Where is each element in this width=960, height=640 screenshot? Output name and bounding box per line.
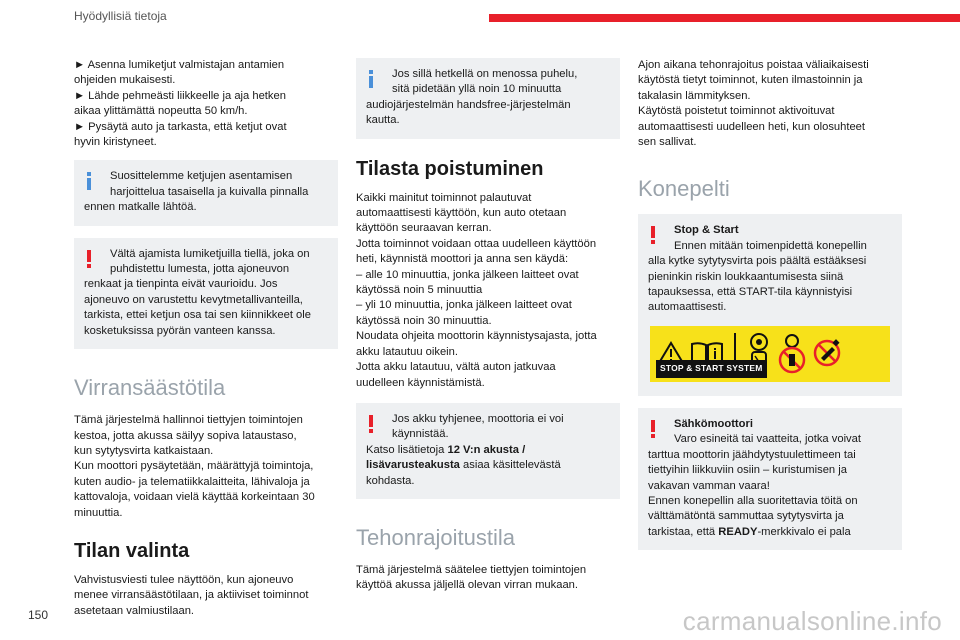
text-line: Jotta akku latautuu, vältä auton jatkuvaa xyxy=(356,361,556,374)
watermark: carmanualsonline.info xyxy=(682,606,942,636)
info-icon xyxy=(364,70,378,92)
warning-icon xyxy=(364,415,378,437)
section-heading-power-limit: Tehonrajoitustila xyxy=(356,524,515,550)
text-line: harjoittelua tasaisella ja kuivalla pinnalla xyxy=(110,185,309,198)
text-line: Kaikki mainitut toiminnot palautuvat xyxy=(356,191,532,204)
text-line: ► Asenna lumiketjut valmistajan antamien xyxy=(74,59,285,71)
text-line xyxy=(366,458,610,473)
text-line: audiojärjestelmän handsfree-järjestelmän xyxy=(366,98,571,111)
text-line: Tämä järjestelmä hallinnoi tiettyjen toimintojen xyxy=(74,414,303,427)
text-line: Kun moottori pysäytetään, määrättyjä toimintoja, xyxy=(74,460,314,473)
text-line: sitä pidetään yllä noin 10 minuutta xyxy=(392,83,562,96)
text-line: ► Lähde pehmeästi liikkeelle ja aja hetken xyxy=(74,89,286,102)
text-line: automaattisesti käyttöön, kun auto otetaan xyxy=(356,207,567,220)
text-line: renkaat ja tienpinta eivät vaurioidu. Jos xyxy=(84,278,278,291)
info-box xyxy=(74,160,338,225)
text-line: Vältä ajamista lumiketjuilla tiellä, joka on xyxy=(110,247,310,260)
text-line: aikaa ylittämättä nopeutta 50 km/h. xyxy=(74,105,248,118)
text-line: tapauksessa, että START-tila käynnistyisi xyxy=(648,286,853,299)
subheading-mode-selection: Tilan valinta xyxy=(74,539,190,562)
info-icon xyxy=(82,172,96,194)
text-line: heti, käynnistä moottori ja anna sen käydä: xyxy=(356,253,569,266)
text-line: ohjeiden mukaisesti. xyxy=(74,74,176,87)
text-line: minuuttia. xyxy=(74,506,123,519)
text-line: välttämätöntä sammuttaa sytytysvirta ja xyxy=(648,510,844,523)
warning-icon xyxy=(82,250,96,272)
header-accent-bar xyxy=(489,14,960,22)
text-line xyxy=(366,443,610,458)
text-line xyxy=(648,525,892,540)
text-line: kohdasta. xyxy=(366,474,415,487)
text-line: kuten audio- ja telematiikkalaitteita, lähivaloja ja xyxy=(74,475,310,488)
text-line: käytöstä tietyt toiminnot, kuten ilmastoinnin ja xyxy=(638,74,863,87)
info-box xyxy=(356,58,620,139)
text-line: Vahvistusviesti tulee näyttöön, kun ajoneuvo xyxy=(74,573,294,586)
text-line: Jotta toiminnot voidaan ottaa uudelleen käyttöön xyxy=(356,237,597,250)
text-line: Jos sillä hetkellä on menossa puhelu, xyxy=(392,68,578,80)
text-line: tarkista, ettei ketjun osa tai sen kiinnikkeet ole xyxy=(84,309,311,322)
text-line: takalasin lämmityksen. xyxy=(638,89,751,102)
text-line: käytössä noin 5 minuuttia xyxy=(356,284,483,297)
text-line: Jos akku tyhjenee, moottoria ei voi xyxy=(392,412,564,425)
text-line: kestoa, jotta akussa säilyy sopiva lataustaso, xyxy=(74,429,297,442)
power-limit-continued-text xyxy=(638,58,902,150)
warning-box xyxy=(356,403,620,499)
warning-icon xyxy=(646,226,660,248)
text-line: puhdistettu lumesta, jotta ajoneuvon xyxy=(110,263,290,276)
warning-title: Stop & Start xyxy=(674,224,739,237)
text-line: Käytöstä poistetut toiminnot aktivoituvat xyxy=(638,105,835,118)
no-tool-icon xyxy=(812,338,842,368)
exit-mode-text xyxy=(356,191,620,391)
text-line: tarttua moottorin jäähdytystuulettimeen tai xyxy=(648,448,856,461)
power-saving-text xyxy=(74,413,338,521)
column-3 xyxy=(638,58,902,550)
header-title: Hyödyllisiä tietoja xyxy=(74,9,167,23)
text-line: kosketuksissa pyörän vanteen kanssa. xyxy=(84,324,276,337)
warning-box xyxy=(74,238,338,349)
text-run: -merkkivalo ei pala xyxy=(757,525,851,538)
stop-start-system-label: STOP & START SYSTEM xyxy=(656,360,767,377)
subheading-exit-mode: Tilasta poistuminen xyxy=(356,157,544,180)
text-line: Suosittelemme ketjujen asentamisen xyxy=(110,170,293,183)
text-line: automaattisesti. xyxy=(648,301,727,314)
text-line: alla kytke sytytysvirta pois päältä estääksesi xyxy=(648,255,867,268)
text-line: käytössä noin 30 minuuttia. xyxy=(356,314,492,327)
no-hand-icon xyxy=(778,332,806,374)
text-line: pieninkin riskin loukkaantumisesta siinä xyxy=(648,270,844,283)
text-line: ennen matkalle lähtöä. xyxy=(84,201,197,214)
chain-steps xyxy=(74,58,338,150)
text-line: – alle 10 minuuttia, jonka jälkeen laitteet ovat xyxy=(356,268,579,281)
warning-icon xyxy=(646,420,660,442)
text-line: sen sallivat. xyxy=(638,136,697,149)
text-line: tiettyihin liikkuviin osiin – kuristumisen ja xyxy=(648,464,847,477)
text-line: Varo esineitä tai vaatteita, jotka voivat xyxy=(674,433,861,446)
column-1 xyxy=(74,58,338,619)
text-line: automaattisesti uudelleen heti, kun olosuhteet xyxy=(638,120,866,133)
reference-link-text: lisävarusteakusta xyxy=(366,459,460,472)
text-line: käynnistää. xyxy=(392,428,449,441)
power-limit-text xyxy=(356,563,620,594)
text-line: Ennen konepellin alla suoritettavia töitä on xyxy=(648,494,858,507)
text-run: tarkistaa, että xyxy=(648,525,719,538)
text-run: Katso lisätietoja xyxy=(366,443,448,456)
page-number: 150 xyxy=(28,608,49,622)
text-line: kattovaloja, voidaan vielä käyttää korkeintaan 30 xyxy=(74,491,315,504)
text-line: Ennen mitään toimenpidettä konepellin xyxy=(674,239,867,252)
text-line: Noudata ohjeita moottorin käynnistysajasta, jotta xyxy=(356,330,597,343)
text-line: kautta. xyxy=(366,114,400,127)
text-line: ajoneuvo on varustettu kevytmetallivanteilla, xyxy=(84,293,303,306)
text-line: ► Pysäytä auto ja tarkasta, että ketjut ovat xyxy=(74,120,287,133)
stop-start-label-figure xyxy=(650,326,890,382)
warning-box-electric-motor xyxy=(638,408,902,550)
text-line: käyttöä akussa jäljellä olevan virran mukaan. xyxy=(356,579,579,592)
ready-indicator-text: READY xyxy=(718,525,758,538)
text-run: asiaa käsittelevästä xyxy=(459,459,561,472)
text-line: uudelleen käynnistämistä. xyxy=(356,376,485,389)
section-heading-hood: Konepelti xyxy=(638,176,730,202)
warning-title: Sähkömoottori xyxy=(674,417,753,430)
column-2 xyxy=(356,58,620,594)
text-line: kun sytytysvirta katkaistaan. xyxy=(74,444,214,457)
text-line: Tämä järjestelmä säätelee tiettyjen toimintojen xyxy=(356,563,587,576)
mode-selection-text xyxy=(74,573,338,619)
reference-link-text: 12 V:n akusta / xyxy=(447,443,526,456)
text-line: menee virransäästötilaan, ja aktiiviset toiminnot xyxy=(74,589,309,602)
text-line: Ajon aikana tehonrajoitus poistaa väliaikaisesti xyxy=(638,59,869,71)
warning-box-stop-start xyxy=(638,214,902,395)
text-line: asetetaan valmiustilaan. xyxy=(74,604,195,617)
text-line: vakavan vamman vaara! xyxy=(648,479,770,492)
text-line: – yli 10 minuuttia, jonka jälkeen laitteet ovat xyxy=(356,299,572,312)
section-heading-power-saving: Virransäästötila xyxy=(74,375,226,401)
text-line: käyttöön seuraavan kerran. xyxy=(356,222,492,235)
text-line: akku latautuu oikein. xyxy=(356,345,458,358)
text-line: hyvin kiristyneet. xyxy=(74,136,157,149)
